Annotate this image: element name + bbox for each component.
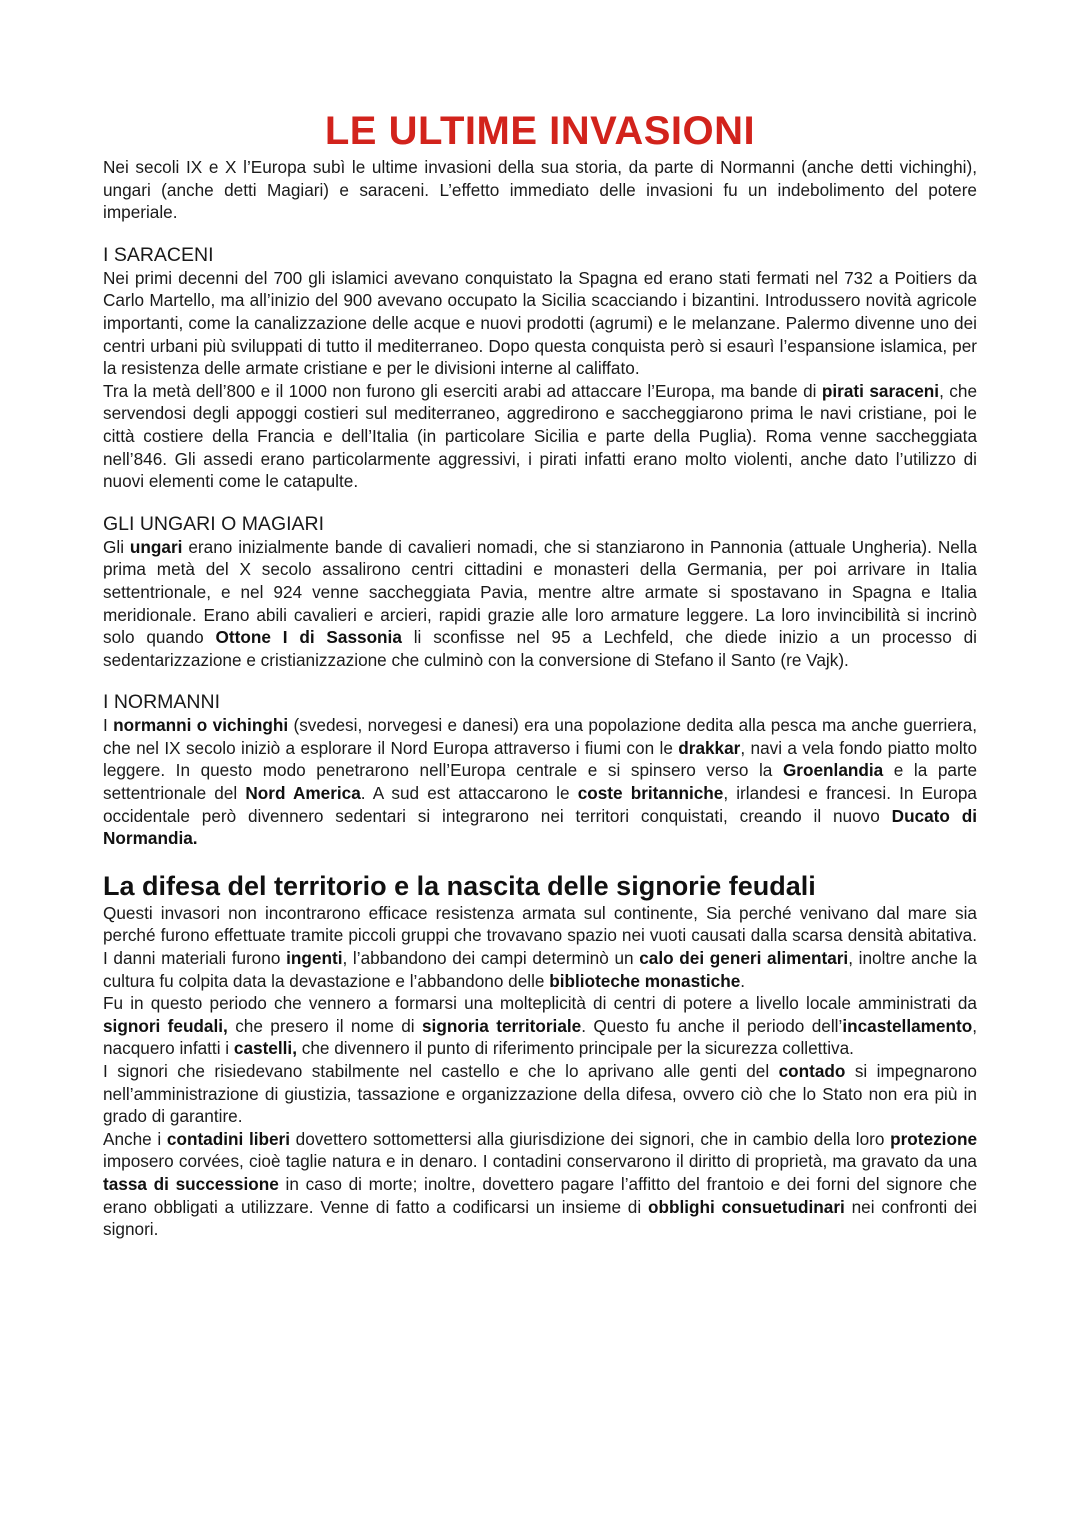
saraceni-paragraph-1 (103, 267, 977, 380)
bold-term: signori feudali, (103, 1015, 228, 1036)
section-heading-normanni: I NORMANNI (103, 691, 220, 714)
section-heading-difesa: La difesa del territorio e la nascita delle signorie feudali (103, 870, 816, 901)
bold-term: normanni o vichinghi (113, 715, 289, 736)
bold-term: incastellamento (842, 1015, 973, 1036)
document-page (103, 108, 977, 1241)
bold-term: Groenlandia (782, 760, 884, 781)
section-heading-saraceni: I SARACENI (103, 243, 214, 266)
bold-term: castelli, (233, 1038, 297, 1059)
bold-term: biblioteche monastiche (549, 970, 741, 991)
text-run: Anche i (103, 1128, 167, 1149)
text-run: Nei secoli IX e X l’Europa subì le ultime invasioni della sua storia, da parte di Normanni (anche detti vichinghi), ungari (anche detti Magiari) e saraceni. L’effetto immediato delle invasioni fu un indebolimento del potere imperiale. (103, 157, 977, 223)
text-run: e la parte settentrionale del (103, 760, 978, 804)
bold-term: contadini liberi (166, 1128, 291, 1149)
text-run: , nacquero infatti i (103, 1015, 977, 1059)
text-run: Nei primi decenni del 700 gli islamici avevano conquistato la Spagna ed erano stati fermati nel 732 a Poitiers da Carlo Martello, ma all’inizio del 900 avevano occupato la Sicilia scacciando i bizantini. Introdussero novità agricole importanti, come la canalizzazione delle acque e nuovi prodotti (agrumi) e le melanzane. Palermo divenne uno dei centri urbani più sviluppati di tutto il mediterraneo. Dopo questa conquista però si esaurì l’espansione islamica, per la resistenza delle armate cristiane e per le divisioni interne al califfato. (103, 267, 977, 379)
text-run: Fu in questo periodo che vennero a formarsi una molteplicità di centri di potere a livello locale amministrati da (103, 993, 977, 1014)
normanni-paragraph-1 (103, 714, 977, 850)
text-run: . (740, 970, 746, 991)
text-run: dovettero sottomettersi alla giurisdizione dei signori, che in cambio della loro (290, 1128, 891, 1149)
text-run: , irlandesi e francesi. In Europa occidentale però divennero sedentari si integrarono nei territori conquistati, creando il nuovo (103, 783, 977, 826)
saraceni-paragraph-2 (103, 380, 977, 493)
difesa-paragraph-1 (103, 902, 977, 992)
text-run: Tra la metà dell’800 e il 1000 non furono gli eserciti arabi ad attaccare l’Europa, ma bande di (103, 380, 822, 401)
bold-term: pirati saraceni (821, 380, 940, 401)
text-run: Questi invasori non incontrarono efficace resistenza armata sul continente, Sia perché venivano dal mare sia perché furono effettuate tramite piccoli gruppi che trovavano spazio nei vuoti causati dalla scarsa densità abitativa. I danni materiali furono (103, 902, 977, 969)
intro-paragraph (103, 156, 977, 224)
text-run: erano inizialmente bande di cavalieri nomadi, che si stanziarono in Pannonia (attuale Ungheria). Nella prima metà del X secolo assalirono centri cittadini e monasteri della Germania, per poi arrivare in Italia settentrionale, e nel 924 venne saccheggiata Pavia, mentre altre armate si spostavano in Spagna e Italia meridionale. Erano abili cavalieri e arcieri, rapidi grazie alle loro armature leggere. La loro invincibilità si incrinò solo quando (103, 536, 978, 648)
bold-term: Nord America (245, 783, 361, 804)
difesa-paragraph-3 (103, 1060, 977, 1128)
text-run: I (103, 715, 114, 736)
text-run: , l’abbandono dei campi determinò un (342, 948, 640, 969)
text-run: che divennero il punto di riferimento principale per la sicurezza collettiva. (296, 1038, 854, 1059)
text-run: . A sud est attaccarono le (360, 783, 578, 804)
text-run: , navi a vela fondo piatto molto leggere. In questo modo penetrarono nell’Europa centrale e si spinsero verso la (103, 737, 977, 781)
ungari-paragraph-1 (103, 536, 977, 672)
bold-term: Ottone I di Sassonia (215, 627, 402, 648)
text-run: imposero corvées, cioè taglie natura e in denaro. I contadini conservarono il diritto di proprietà, ma gravato da una (103, 1151, 977, 1172)
bold-term: ungari (129, 536, 183, 557)
text-run: , inoltre anche la cultura fu colpita data la devastazione e l’abbandono delle (103, 948, 977, 991)
text-run: . Questo fu anche il periodo dell’ (581, 1015, 843, 1036)
bold-term: signoria territoriale (422, 1015, 582, 1036)
text-run: I signori che risiedevano stabilmente nel castello e che lo aprivano alle genti del (103, 1061, 779, 1081)
bold-term: coste britanniche (577, 783, 724, 804)
bold-term: ingenti (286, 948, 343, 969)
text-run: in caso di morte; inoltre, dovettero pagare l’affitto del frantoio e dei forni del signore che erano obbligati a utilizzare. Venne di fatto a codificarsi un insieme di (103, 1173, 977, 1217)
bold-term: calo dei generi alimentari (639, 948, 849, 969)
bold-term: contado (778, 1061, 846, 1081)
difesa-paragraph-2 (103, 992, 977, 1060)
document-title (103, 108, 977, 154)
bold-term: protezione (890, 1128, 978, 1149)
difesa-paragraph-4 (103, 1128, 977, 1241)
text-run: li sconfisse nel 95 a Lechfeld, che diede inizio a un processo di sedentarizzazione e cristianizzazione che culminò con la conversione di Stefano il Santo (re Vajk). (103, 627, 977, 670)
text-run: nei confronti dei signori. (103, 1196, 977, 1240)
text-run: si impegnarono nell’amministrazione di giustizia, tassazione e organizzazione della difesa, ovvero ciò che lo Stato non era più in grado di garantire. (103, 1061, 977, 1127)
text-run: (svedesi, norvegesi e danesi) era una popolazione dedita alla pesca ma anche guerriera, che nel IX secolo iniziò a esplorare il Nord Europa attraverso i fiumi con le (103, 715, 977, 758)
document-title-text: LE ULTIME INVASIONI (324, 109, 756, 153)
text-run: che presero il nome di (227, 1015, 422, 1036)
bold-term: tassa di successione (103, 1173, 279, 1194)
bold-term: obblighi consuetudinari (647, 1196, 845, 1217)
section-heading-ungari: GLI UNGARI O MAGIARI (103, 512, 325, 535)
text-run: Gli (103, 536, 130, 557)
bold-term: Ducato di Normandia. (103, 805, 977, 849)
bold-term: drakkar (678, 737, 741, 758)
text-run: , che servendosi degli appoggi costieri sul mediterraneo, aggredirono e saccheggiarono prima le navi cristiane, poi le città costiere della Francia e dell’Italia (in particolare Sicilia e parte della Puglia). Roma venne saccheggiata nell’846. Gli assedi erano particolarmente aggressivi, i pirati infatti erano molto violenti, anche dato l’utilizzo di nuovi elementi come le catapulte. (103, 380, 977, 492)
